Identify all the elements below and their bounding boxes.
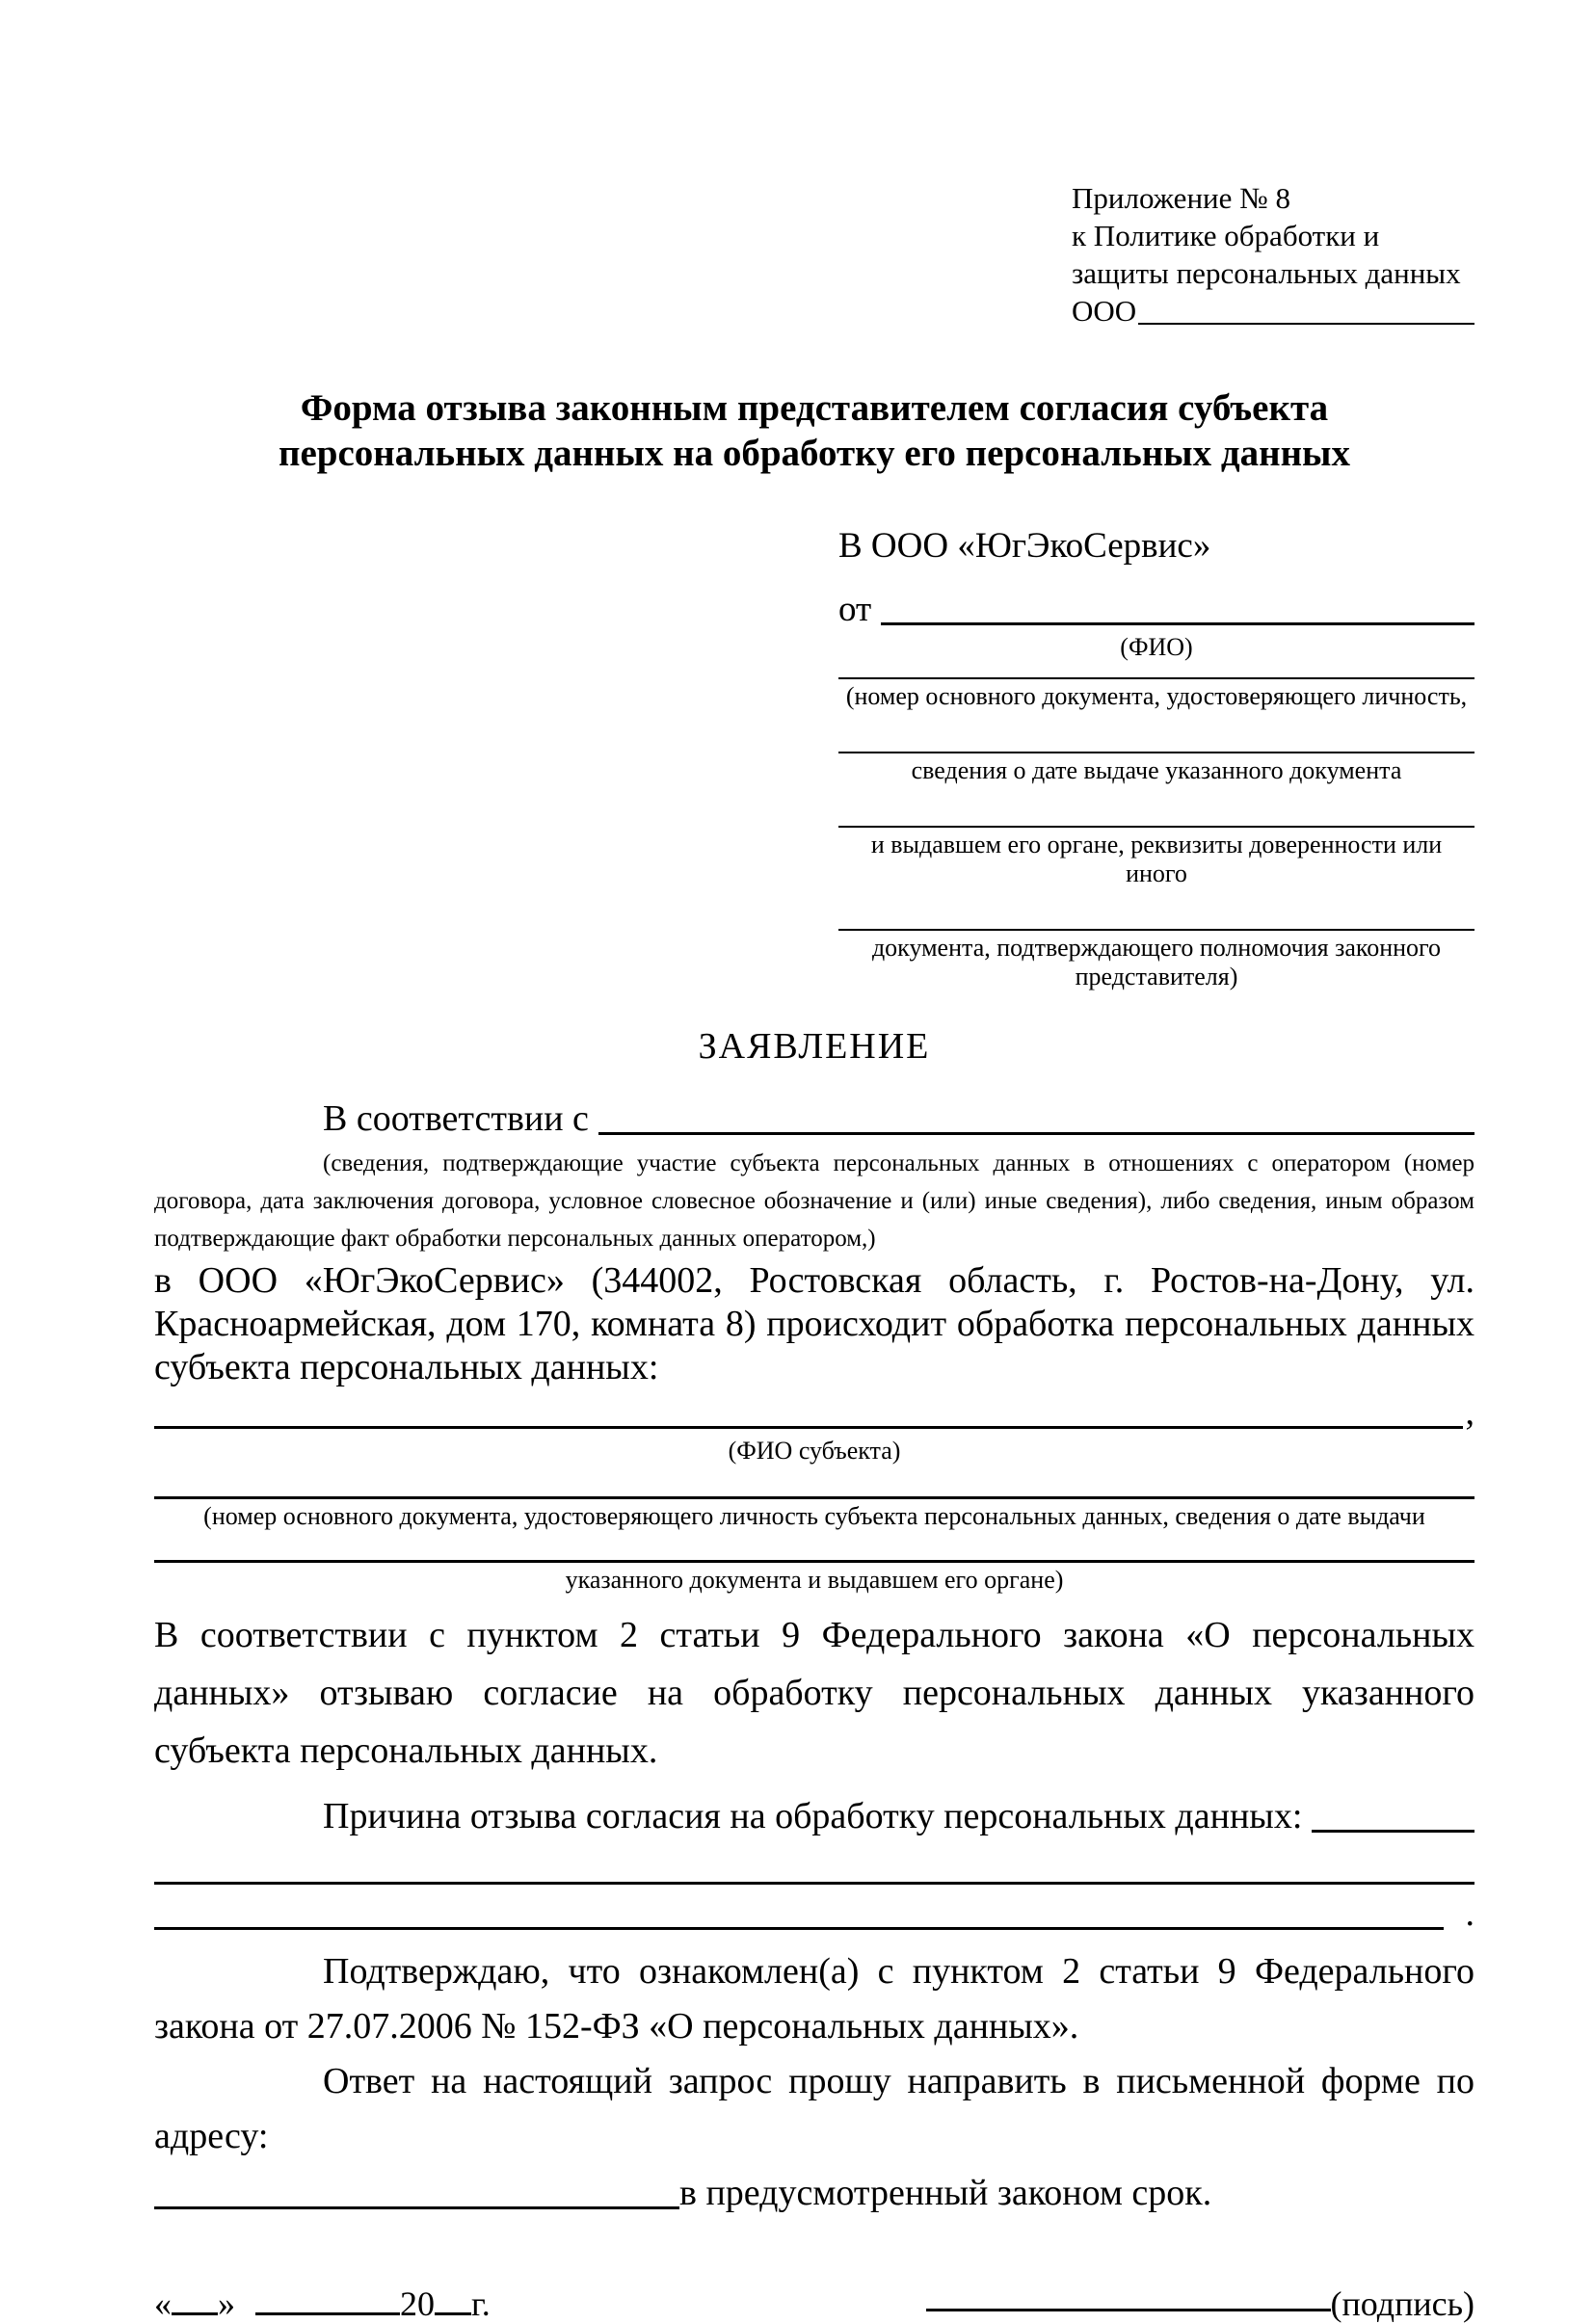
response-address-blank-line [154,2202,679,2209]
subject-comma: , [1465,1392,1474,1433]
reason-blank-line-1 [1312,1825,1474,1833]
month-blank-line [255,2308,400,2315]
appendix-org-line [1072,292,1474,330]
appendix-block [1072,179,1474,330]
representative-doc-caption-3: и выдавшем его органе, реквизиты доверенности или иного [870,831,1443,887]
representative-doc-caption-4: документа, подтверждающего полномочия законного представителя) [871,934,1442,990]
operator-paragraph: в ООО «ЮгЭкоСервис» (344002, Ростовская область, г. Ростов-на-Дону, ул. Красноармейская, дом 170, комната 8) происходит обработка персональных данных субъекта персональных данных: [154,1260,1474,1387]
signature-block [926,2284,1474,2324]
subject-doc-caption-2: указанного документа и выдавшем его органе) [565,1566,1064,1594]
basis-row [154,1086,1474,1140]
appendix-line-3: защиты персональных данных [1072,256,1461,290]
representative-doc-blank-line-1 [838,677,1474,679]
basis-caption: (сведения, подтверждающие участие субъекта персональных данных в отношениях с оператором (номер договора, дата заключения договора, условное словесное обозначение и (или) иные сведения), либо сведения, иным образом подтверждающие факт обработки персональных данных оператором,) [154,1150,1474,1252]
day-blank-line [172,2308,218,2315]
quote-open: « [154,2284,172,2323]
reason-blank-line-2 [154,1882,1474,1885]
year-prefix: 20 [400,2284,435,2323]
quote-close: » [218,2284,235,2323]
from-label: от [838,590,872,629]
signature-caption: (подпись) [1330,2284,1474,2323]
title-line-2: персональных данных на обработку его персональных данных [278,433,1351,474]
representative-doc-field-4 [838,929,1474,991]
reason-blank-line-3 [154,1922,1444,1930]
representative-doc-caption-2: сведения о дате выдаче указанного документа [911,756,1402,784]
basis-lead: В соответствии с [323,1098,589,1139]
addressee-from-row [838,586,1474,630]
subject-fio-blank-line [154,1421,1463,1429]
representative-name-blank-line [881,618,1474,625]
addressee-organization: В ООО «ЮгЭкоСервис» [838,526,1211,566]
subject-fio-row [154,1389,1474,1434]
subject-doc-blank-line-2 [154,1560,1474,1563]
appendix-line-1: Приложение № 8 [1072,181,1290,215]
representative-doc-caption-1: (номер основного документа, удостоверяющего личность, [845,682,1468,710]
document-title [154,385,1474,476]
reason-lead: Причина отзыва согласия на обработку персональных данных: [323,1796,1303,1836]
representative-doc-field-2 [838,752,1474,785]
addressee-block [838,524,1474,991]
year-suffix: г. [471,2284,491,2323]
representative-doc-blank-line-4 [838,929,1474,931]
representative-fio-caption: (ФИО) [1120,633,1193,661]
appendix-line-2: к Политике обработки и [1072,219,1380,252]
reason-period: . [1465,1893,1474,1934]
org-name-blank-line [1138,318,1474,325]
response-address-row [154,2168,1474,2214]
appendix-org-prefix: ООО [1072,294,1137,328]
representative-doc-blank-line-2 [838,752,1474,753]
representative-doc-field-1 [838,677,1474,711]
withdrawal-paragraph: В соответствии с пунктом 2 статьи 9 Федерального закона «О персональных данных» отзываю согласие на обработку персональных данных указанного субъекта персональных данных. [154,1615,1474,1771]
subject-doc-caption-1: (номер основного документа, удостоверяющего личность субъекта персональных данных, сведения о дате выдачи [203,1502,1425,1530]
response-lead: Ответ на настоящий запрос прошу направить в письменной форме по адресу: [154,2061,1474,2156]
representative-doc-blank-line-3 [838,826,1474,828]
footer-row [154,2284,1474,2324]
response-tail: в предусмотренный законом срок. [679,2173,1212,2213]
confirmation-paragraph: Подтверждаю, что ознакомлен(а) с пунктом 2 статьи 9 Федерального закона от 27.07.2006 № 152-ФЗ «О персональных данных». [154,1951,1474,2047]
representative-doc-field-3 [838,826,1474,888]
title-line-1: Форма отзыва законным представителем согласия субъекта [300,387,1329,429]
reason-last-row [154,1890,1474,1935]
reason-row [154,1782,1474,1837]
date-line [154,2284,491,2324]
subject-fio-caption: (ФИО субъекта) [728,1437,901,1465]
statement-heading: ЗАЯВЛЕНИЕ [698,1026,931,1067]
basis-blank-line [598,1127,1474,1135]
subject-doc-blank-line-1 [154,1496,1474,1499]
signature-blank-line [926,2304,1331,2311]
year-blank-line [435,2308,471,2315]
